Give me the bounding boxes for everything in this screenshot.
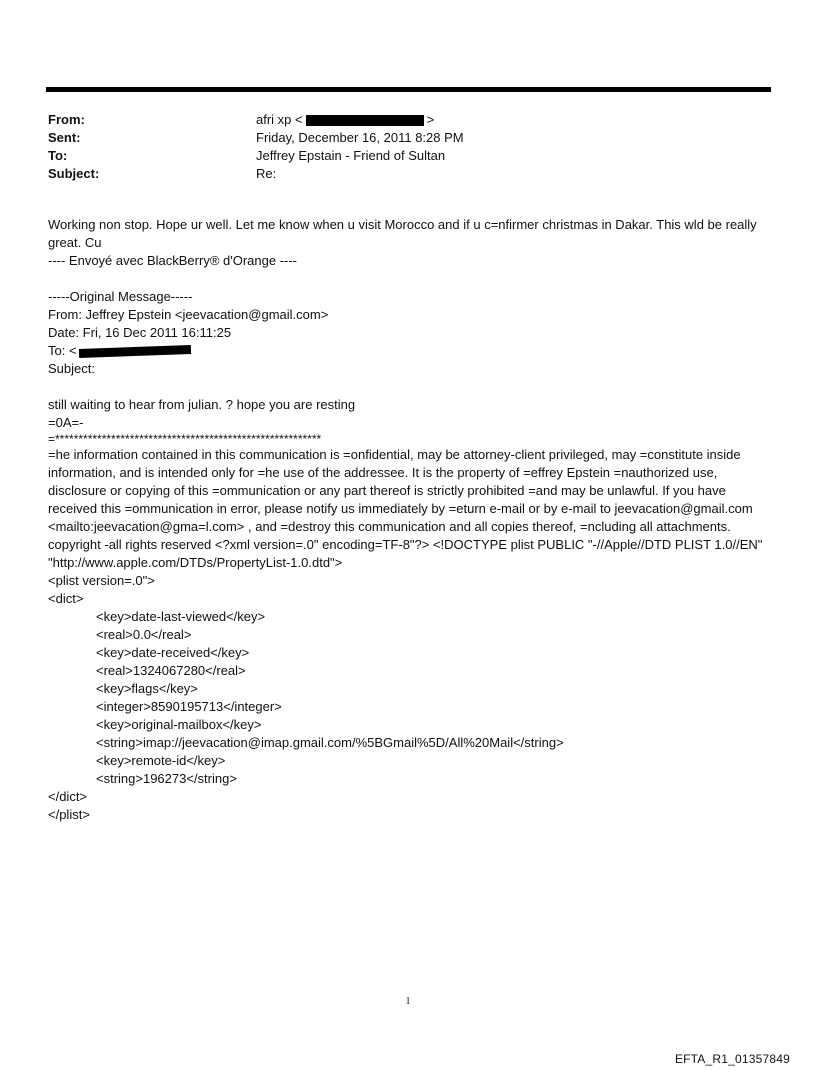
plist-line: <integer>8590195713</integer> <box>96 699 282 714</box>
to-label: To: <box>48 148 68 163</box>
original-date: Date: Fri, 16 Dec 2011 16:11:25 <box>48 325 232 340</box>
plist-line: <real>0.0</real> <box>96 627 192 642</box>
sent-label: Sent: <box>48 130 81 145</box>
asterisk-separator: =********************************************************* <box>48 432 322 446</box>
from-value <box>256 111 434 129</box>
from-label: From: <box>48 112 85 127</box>
redaction-bar <box>306 115 424 126</box>
email-body <box>48 216 773 824</box>
plist-open: <plist version=.0"> <box>48 573 155 588</box>
original-to <box>48 342 773 360</box>
original-to-prefix: To: < <box>48 343 77 358</box>
plist-line: <string>imap://jeevacation@imap.gmail.com/%5BGmail%5D/All%20Mail</string> <box>96 735 564 750</box>
original-text: still waiting to hear from julian. ? hope you are resting <box>48 397 356 412</box>
plist-line: <key>remote-id</key> <box>96 753 226 768</box>
from-name: afri xp < <box>256 112 303 127</box>
plist-line: <key>date-received</key> <box>96 645 250 660</box>
sent-value: Friday, December 16, 2011 8:28 PM <box>256 130 464 145</box>
plist-line: <real>1324067280</real> <box>96 663 246 678</box>
dict-close: </dict> <box>48 789 88 804</box>
from-close: > <box>426 112 435 127</box>
plist-close: </plist> <box>48 807 90 822</box>
plist-line: <string>196273</string> <box>96 771 237 786</box>
plist-line: <key>original-mailbox</key> <box>96 717 262 732</box>
bates-number: EFTA_R1_01357849 <box>674 1052 790 1066</box>
plist-line: <key>flags</key> <box>96 681 198 696</box>
plist-line: <key>date-last-viewed</key> <box>96 609 266 624</box>
subject-label: Subject: <box>48 166 100 181</box>
redaction-bar <box>78 345 190 358</box>
header-rule <box>46 87 771 92</box>
confidentiality-disclaimer: =he information contained in this communication is =onfidential, may be attorney-client privileged, may =constitute inside information, and is intended only for =he use of the addressee. It is the property of =effrey Epstein =nauthorized use, disclosure or copying of this =ommunication or any part thereof is strictly prohibited =and may be unlawful. If you have received this =ommunication in error, please notify us immediately by =eturn e-mail or by e-mail to jeevacation@gmail.com <mailto:jeevacation@gma=l.com> , and =destroy this communication and all copies thereof, =ncluding all attachments. copyright -all rights reserved <?xml version=.0" encoding=TF-8"?> <!DOCTYPE plist PUBLIC "-//Apple//DTD PLIST 1.0//EN" "http://www.apple.com/DTDs/PropertyList-1.0.dtd"> <box>48 447 763 570</box>
original-message-divider: -----Original Message----- <box>48 289 193 304</box>
encoding-artifact: =0A=- <box>48 415 84 430</box>
original-from: From: Jeffrey Epstein <jeevacation@gmail.com> <box>48 307 329 322</box>
original-subject: Subject: <box>48 361 95 376</box>
dict-open: <dict> <box>48 591 84 606</box>
to-value: Jeffrey Epstain - Friend of Sultan <box>256 148 446 163</box>
message-text: Working non stop. Hope ur well. Let me know when u visit Morocco and if u c=nfirmer christmas in Dakar. This wld be really great. Cu <box>48 217 757 250</box>
subject-value: Re: <box>256 166 277 181</box>
blackberry-signature: ---- Envoyé avec BlackBerry® d'Orange ---- <box>48 253 298 268</box>
page-number: 1 <box>405 996 411 1007</box>
